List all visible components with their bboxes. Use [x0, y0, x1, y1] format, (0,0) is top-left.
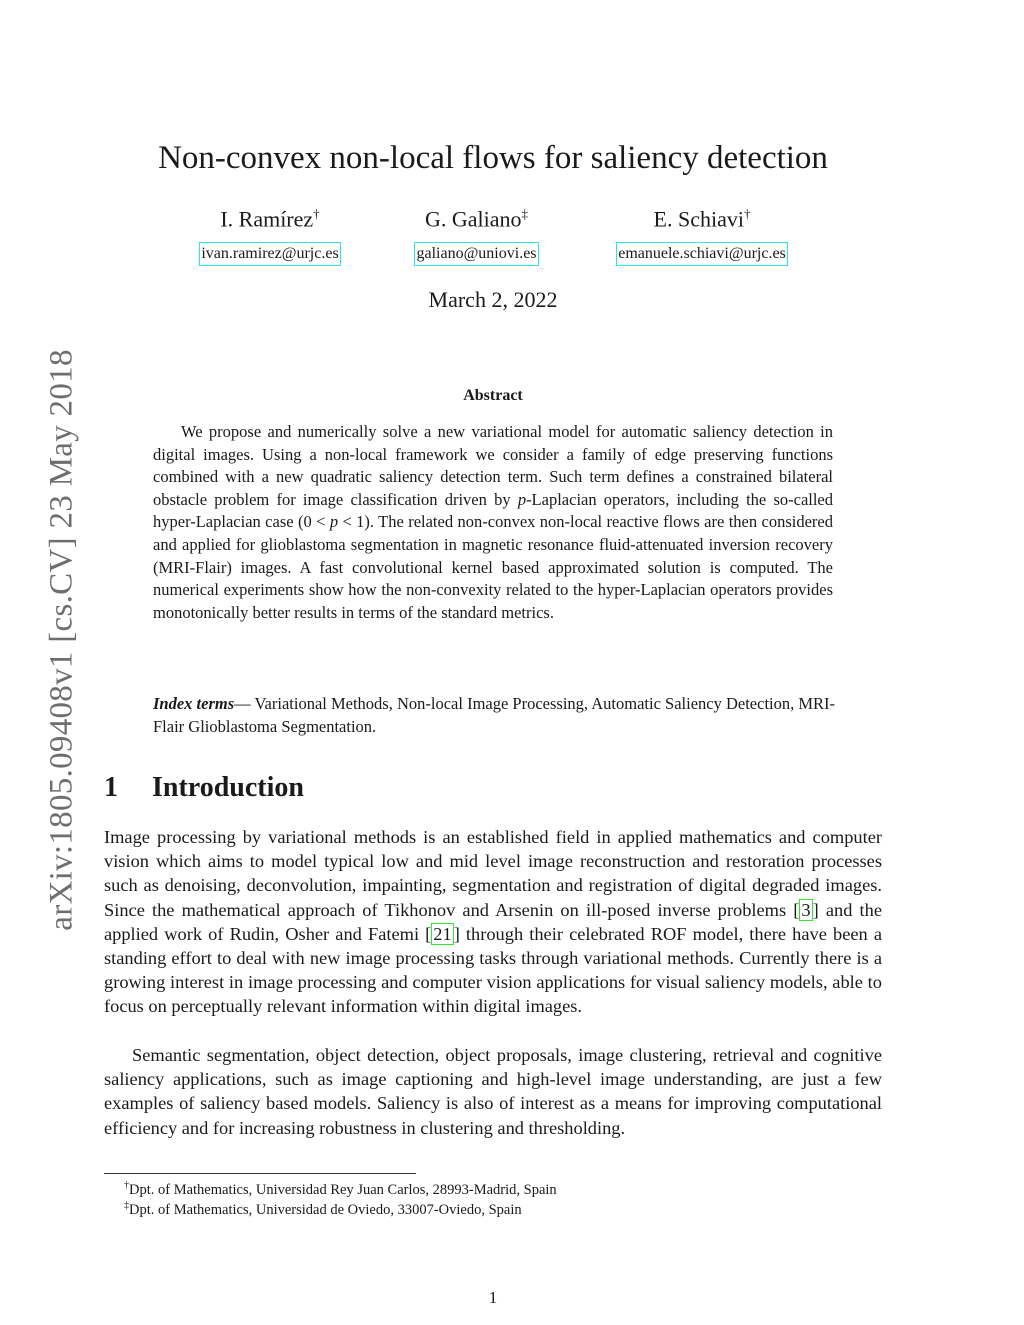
footnote-2: ‡Dpt. of Mathematics, Universidad de Oviedo, 33007-Oviedo, Spain: [124, 1200, 522, 1218]
arxiv-identifier-stamp[interactable]: arXiv:1805.09408v1 [cs.CV] 23 May 2018: [43, 349, 80, 931]
affiliation-mark: ‡: [521, 206, 529, 221]
author-email-link[interactable]: ivan.ramirez@urjc.es: [199, 242, 340, 266]
author-name: G. Galiano‡: [424, 206, 529, 232]
footnote-mark: ‡: [124, 1200, 129, 1211]
footnote-1: †Dpt. of Mathematics, Universidad Rey Juan Carlos, 28993-Madrid, Spain: [124, 1180, 557, 1198]
affiliation-mark: †: [743, 206, 751, 221]
author-1: [187, 206, 353, 266]
author-name: E. Schiavi†: [653, 206, 751, 232]
citation-link[interactable]: 21: [433, 923, 452, 944]
footnote-mark: †: [124, 1180, 129, 1191]
citation-link[interactable]: 3: [801, 899, 811, 920]
section-title: Introduction: [152, 772, 304, 803]
intro-paragraph-2: Semantic segmentation, object detection, object proposals, image clustering, retrieval and cognitive saliency applications, such as image captioning and high-level image understanding, are just a few examples of saliency based models. Saliency is also of interest as a means for improving computational efficiency and for increasing robustness in clustering and thresholding.: [104, 1045, 882, 1138]
abstract-text: We propose and numerically solve a new variational model for automatic saliency detection in digital images. Using a non-local framework we consider a family of edge preserving functions combined with a new quadratic saliency detection term. Such term defines a constrained bilateral obstacle problem for image classification driven by p-Laplacian operators, including the so-called hyper-Laplacian case (0 < p < 1). The related non-convex non-local reactive flows are then considered and applied for glioblastoma segmentation in magnetic resonance fluid-attenuated inversion recovery (MRI-Flair) images. A fast convolutional kernel based approximated solution is computed. The numerical experiments show how the non-convexity related to the hyper-Laplacian operators provides monotonically better results in terms of the standard metrics.: [153, 422, 834, 622]
affiliation-mark: †: [313, 206, 320, 221]
author-2: [404, 206, 549, 266]
footnote-separator: [104, 1173, 416, 1174]
index-terms: [153, 693, 841, 738]
section-heading-introduction: [104, 772, 304, 804]
abstract-heading: Abstract: [463, 387, 523, 404]
author-email-link[interactable]: galiano@uniovi.es: [414, 242, 538, 266]
index-terms-text: — Variational Methods, Non-local Image Processing, Automatic Saliency Detection, MRI-Flair Glioblastoma Segmentation.: [153, 694, 836, 736]
author-3: [600, 206, 804, 266]
publication-date: March 2, 2022: [428, 287, 558, 312]
intro-paragraph-1: Image processing by variational methods is an established field in applied mathematics and computer vision which aims to model typical low and mid level image reconstruction and restoration processes such as denoising, deconvolution, impainting, segmentation and registration of digital degraded images. Since the mathematical approach of Tikhonov and Arsenin on ill-posed inverse problems [ 3 ] and the applied work of Rudin, Osher and Fatemi [ 21 ] through their celebrated ROF model, there have been a standing effort to deal with new image processing tasks through variational methods. Currently there is a growing interest in image processing and computer vision applications for visual saliency models, able to focus on perceptually relevant information within digital images.: [104, 827, 882, 1017]
author-name: I. Ramírez†: [220, 206, 320, 232]
author-email-link[interactable]: emanuele.schiavi@urjc.es: [616, 242, 788, 266]
math-p: p: [329, 512, 339, 532]
index-terms-label: Index terms: [153, 694, 235, 713]
page-number: 1: [488, 1288, 498, 1307]
math-p: p: [517, 489, 527, 509]
paper-title: Non-convex non-local flows for saliency detection: [158, 140, 828, 176]
section-number: 1: [104, 772, 118, 803]
